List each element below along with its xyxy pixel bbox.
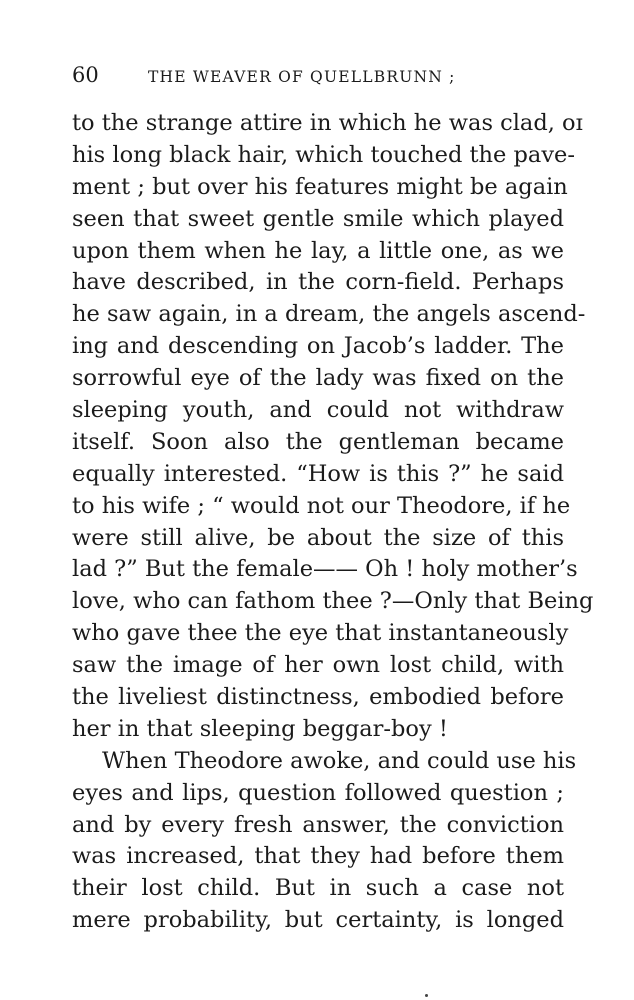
text-line: sleeping youth, and could not withdraw xyxy=(72,397,564,424)
text-line: were still alive, be about the size of this xyxy=(72,524,564,551)
text-line: was increased, that they had before them xyxy=(72,843,564,870)
text-line: ment ; but over his features might be again xyxy=(72,173,568,200)
text-line: itself. Soon also the gentleman became xyxy=(72,428,564,455)
text-line: the liveliest distinctness, embodied before xyxy=(72,684,564,711)
paragraph-start-line: When Theodore awoke, and could use his xyxy=(102,747,577,774)
text-line: have described, in the corn-field. Perhaps xyxy=(72,269,564,296)
text-line: seen that sweet gentle smile which played xyxy=(72,205,564,232)
text-line: upon them when he lay, a little one, as we xyxy=(72,237,564,264)
text-line: saw the image of her own lost child, with xyxy=(72,652,564,679)
text-line: his long black hair, which touched the pave- xyxy=(72,141,575,168)
text-line: their lost child. But in such a case not xyxy=(72,875,564,902)
text-line: and by every fresh answer, the conviction xyxy=(72,811,564,838)
text-line: he saw again, in a dream, the angels ascend- xyxy=(72,301,586,328)
text-line: love, who can fathom thee ?—Only that Being xyxy=(72,588,594,615)
text-line: who gave thee the eye that instantaneously xyxy=(72,620,569,647)
page-number: 60 xyxy=(72,63,99,87)
running-title: THE WEAVER OF QUELLBRUNN ; xyxy=(148,68,456,86)
text-line: mere probability, but certainty, is longed xyxy=(72,907,564,934)
body-text xyxy=(72,108,594,937)
text-line: ing and descending on Jacob’s ladder. The xyxy=(72,333,564,360)
print-speck xyxy=(425,994,428,997)
text-line: to the strange attire in which he was clad, oɪ xyxy=(72,110,583,136)
text-line: her in that sleeping beggar-boy ! xyxy=(72,715,448,742)
text-line: equally interested. “How is this ?” he said xyxy=(72,460,564,487)
text-line: lad ?” But the female—— Oh ! holy mother’s xyxy=(72,556,578,583)
text-line: sorrowful eye of the lady was fixed on the xyxy=(72,365,564,392)
page-header xyxy=(72,60,572,90)
text-line: eyes and lips, question followed question ; xyxy=(72,779,564,806)
text-line: to his wife ; “ would not our Theodore, if he xyxy=(72,492,571,519)
